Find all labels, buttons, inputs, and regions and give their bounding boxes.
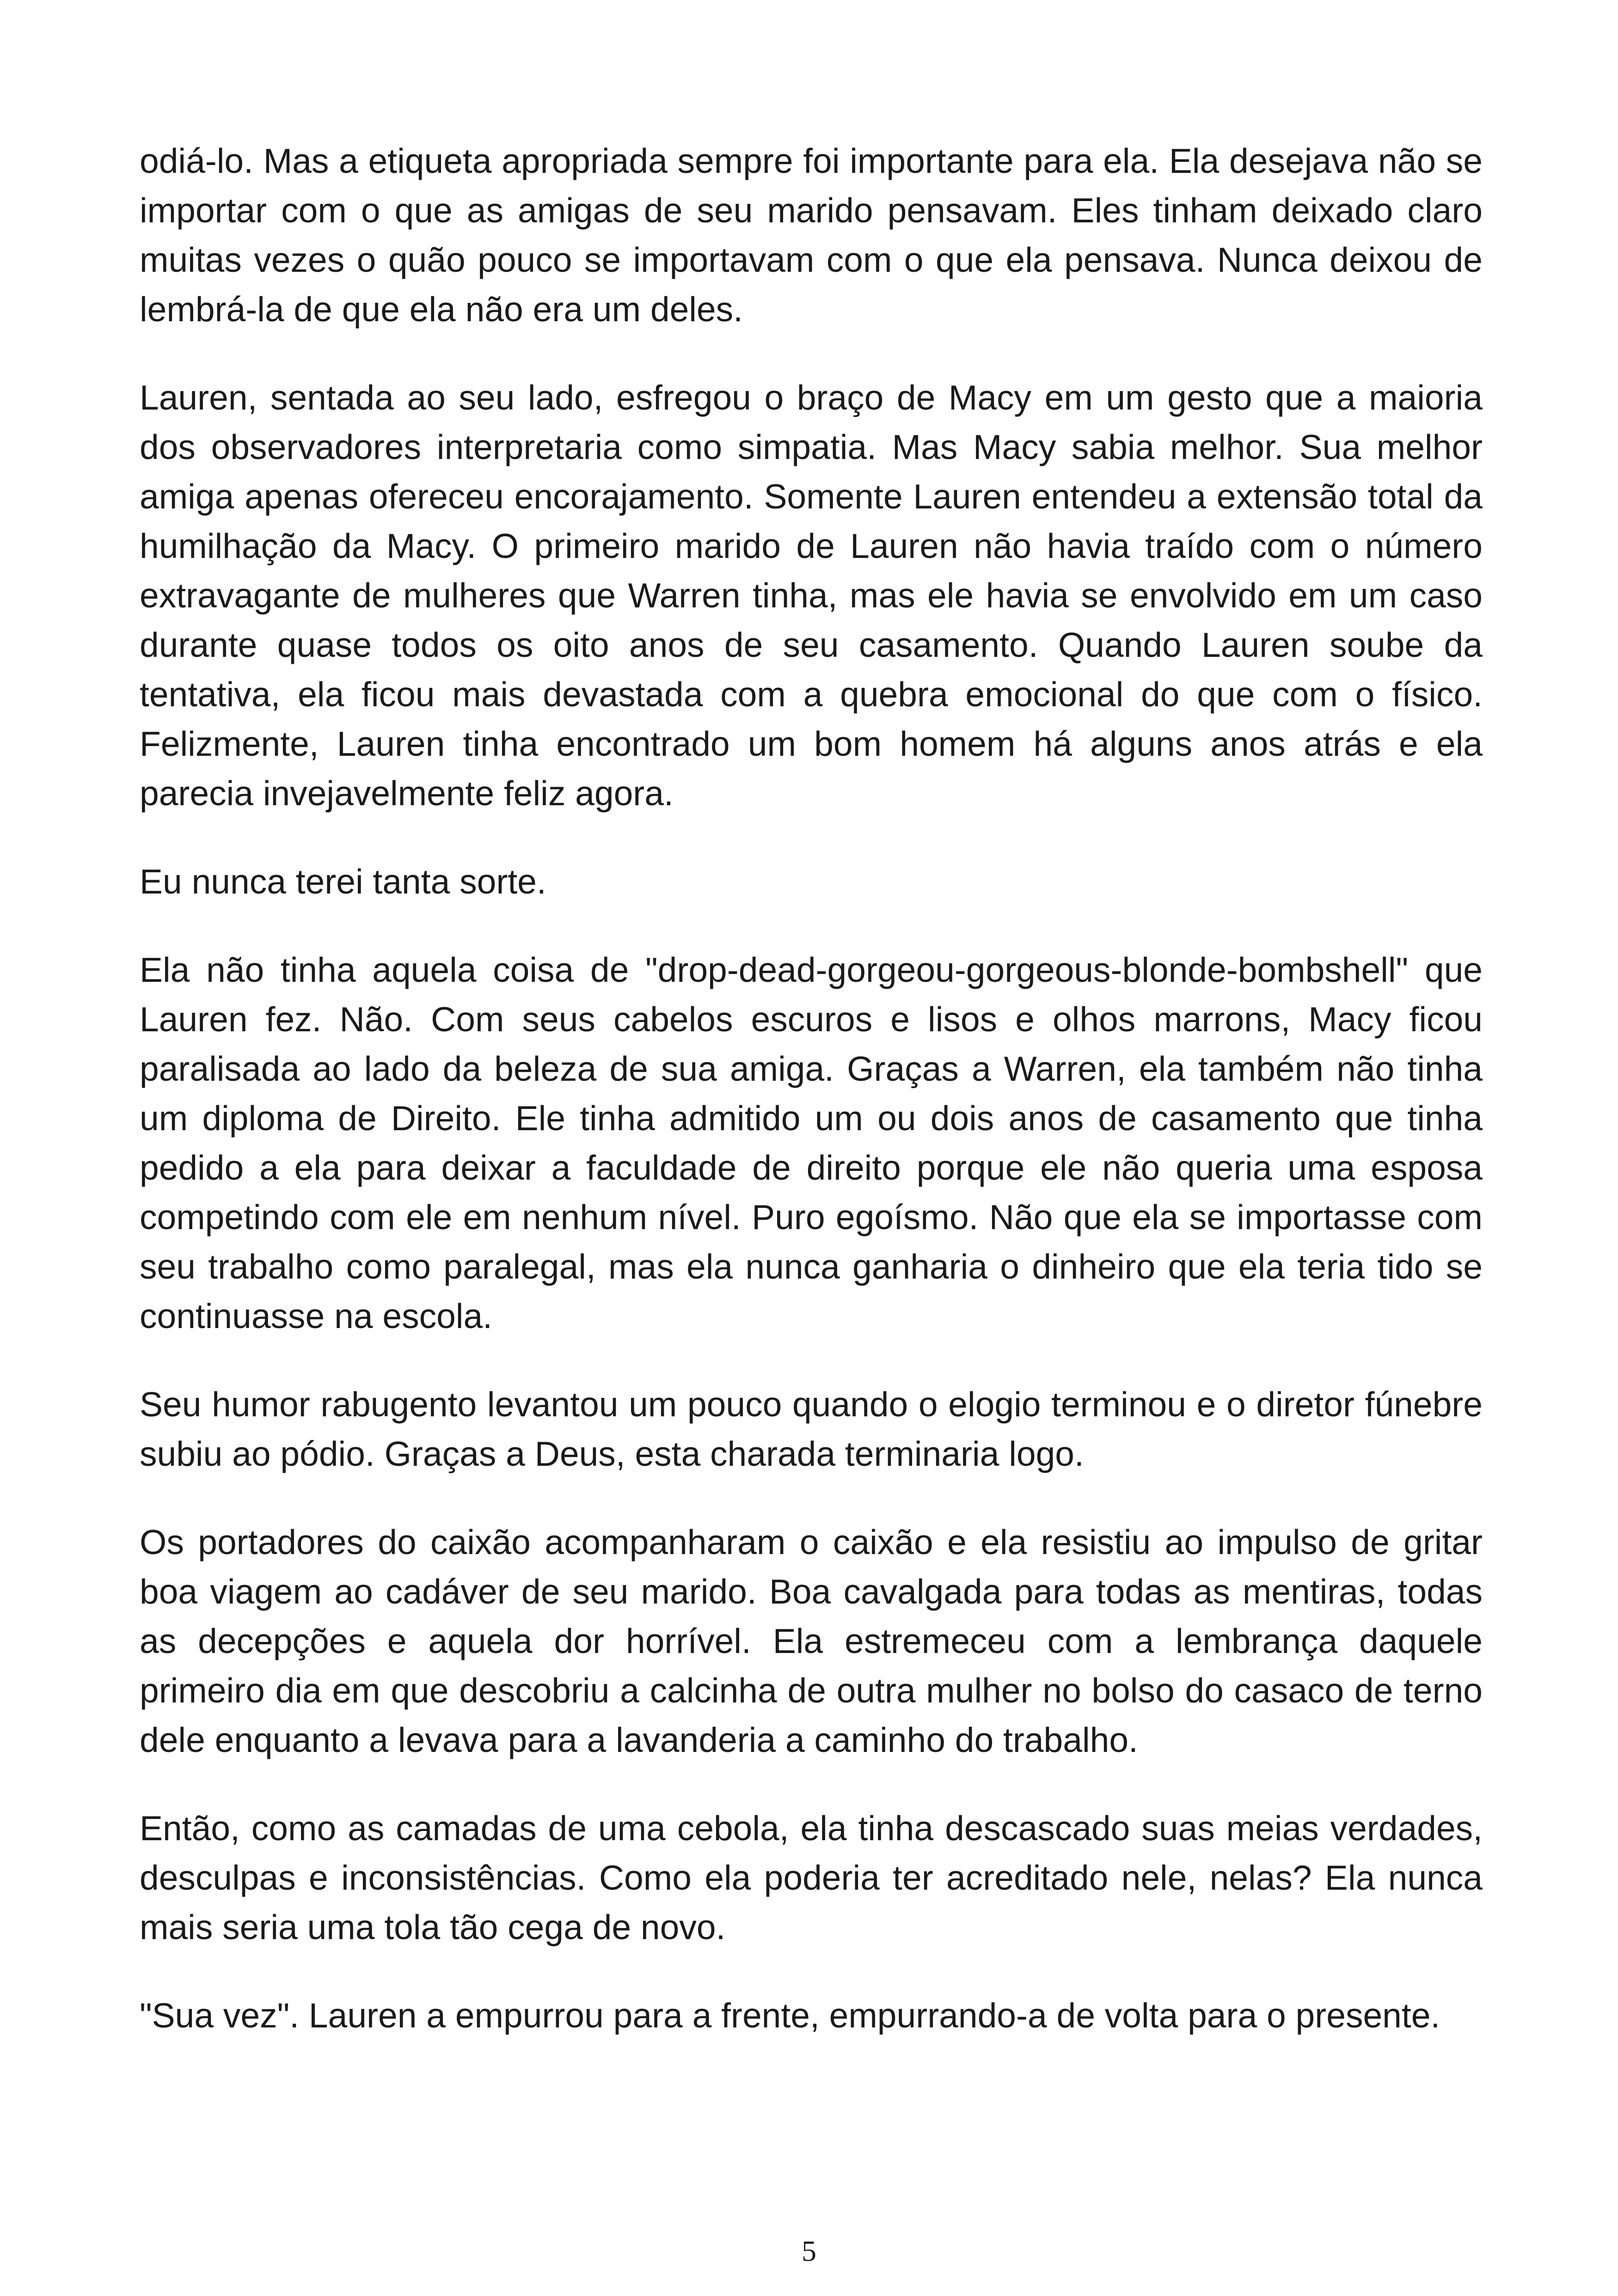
paragraph-2: Lauren, sentada ao seu lado, esfregou o braço de Macy em um gesto que a maioria dos observadores interpretaria como simpatia. Mas Macy sabia melhor. Sua melhor amiga apenas ofereceu encorajamento. Somente Lauren entendeu a extensão total da humilhação da Macy. O primeiro marido de Lauren não havia traído com o número extravagante de mulheres que Warren tinha, mas ele havia se envolvido em um caso durante quase todos os oito anos de seu casamento. Quando Lauren soube da tentativa, ela ficou mais devastada com a quebra emocional do que com o físico. Felizmente, Lauren tinha encontrado um bom homem há alguns anos atrás e ela parecia invejavelmente feliz agora.	[140, 378, 1483, 813]
paragraph-3: Eu nunca terei tanta sorte.	[140, 862, 546, 901]
paragraph-5: Seu humor rabugento levantou um pouco quando o elogio terminou e o diretor fúnebre subiu ao pódio. Graças a Deus, esta charada terminaria logo.	[140, 1385, 1483, 1473]
paragraph-7: Então, como as camadas de uma cebola, ela tinha descascado suas meias verdades, desculpas e inconsistências. Como ela poderia ter acreditado nele, nelas? Ela nunca mais seria uma tola tão cega de novo.	[140, 1809, 1483, 1947]
paragraph-8: "Sua vez". Lauren a empurrou para a frente, empurrando-a de volta para o presente.	[140, 1996, 1440, 2035]
paragraph-4: Ela não tinha aquela coisa de "drop-dead-gorgeou-gorgeous-blonde-bombshell" que Lauren fez. Não. Com seus cabelos escuros e lisos e olhos marrons, Macy ficou paralisada ao lado da beleza de sua amiga. Graças a Warren, ela também não tinha um diploma de Direito. Ele tinha admitido um ou dois anos de casamento que tinha pedido a ela para deixar a faculdade de direito porque ele não queria uma esposa competindo com ele em nenhum nível. Puro egoísmo. Não que ela se importasse com seu trabalho como paralegal, mas ela nunca ganharia o dinheiro que ela teria tido se continuasse na escola.	[140, 950, 1483, 1335]
paragraph-1: odiá-lo. Mas a etiqueta apropriada sempre foi importante para ela. Ela desejava não se importar com o que as amigas de seu marido pensavam. Eles tinham deixado claro muitas vezes o quão pouco se importavam com o que ela pensava. Nunca deixou de lembrá-la de que ela não era um deles.	[140, 141, 1483, 329]
body-text	[140, 136, 1483, 2040]
page-number: 5	[802, 2235, 816, 2267]
paragraph-6: Os portadores do caixão acompanharam o caixão e ela resistiu ao impulso de gritar boa viagem ao cadáver de seu marido. Boa cavalgada para todas as mentiras, todas as decepções e aquela dor horrível. Ela estremeceu com a lembrança daquele primeiro dia em que descobriu a calcinha de outra mulher no bolso do casaco de terno dele enquanto a levava para a lavanderia a caminho do trabalho.	[140, 1523, 1483, 1759]
